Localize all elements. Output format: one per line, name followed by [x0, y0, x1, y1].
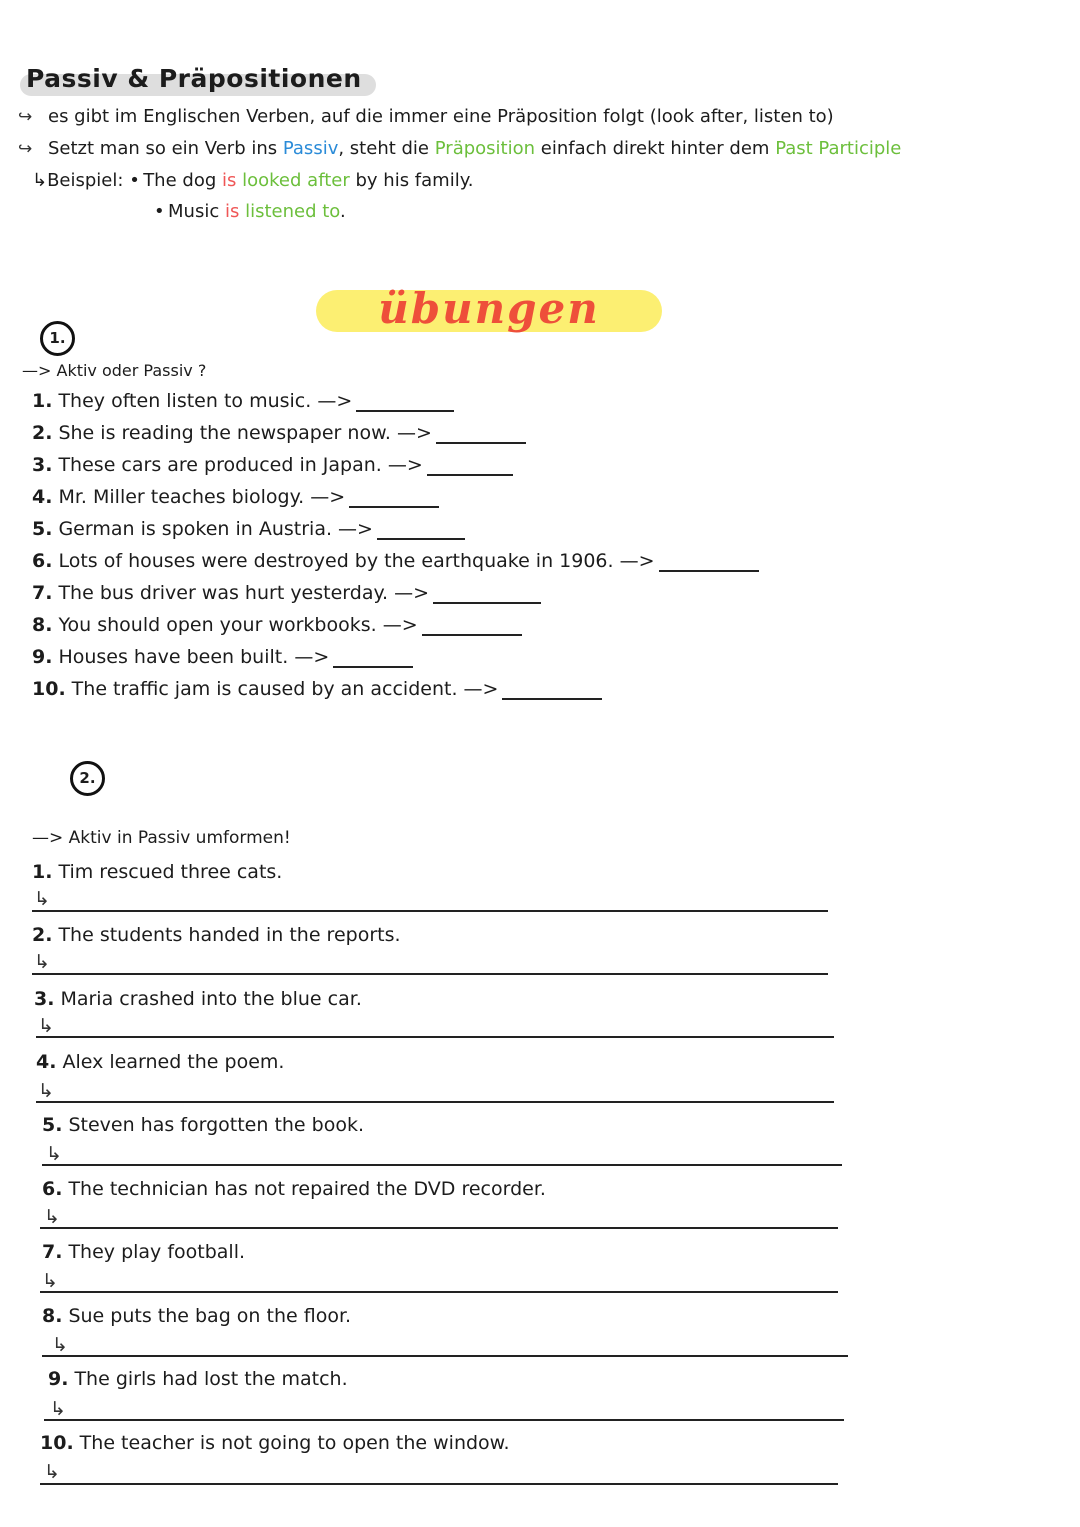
exercise-2-item	[42, 1114, 364, 1136]
example-label: ↳Beispiel:	[32, 170, 124, 191]
arrow-icon: —>	[463, 678, 499, 700]
answer-line[interactable]	[40, 1227, 838, 1229]
arrow-icon: —>	[310, 486, 346, 508]
answer-blank[interactable]	[433, 584, 541, 604]
rule-text-2c: einfach direkt hinter dem	[540, 138, 770, 159]
example-line-1	[32, 170, 474, 191]
ex2-subject: Music	[168, 201, 220, 222]
item-text: You should open your workbooks.	[58, 614, 377, 636]
answer-line[interactable]	[36, 1101, 834, 1103]
answer-blank[interactable]	[377, 520, 465, 540]
item-text: Mr. Miller teaches biology.	[58, 486, 305, 508]
item-text: German is spoken in Austria.	[58, 518, 332, 540]
arrow-icon: —>	[387, 454, 423, 476]
ex1-preposition: after	[307, 170, 350, 191]
item-text: Houses have been built.	[58, 646, 289, 668]
section-2-instruction: —> Aktiv in Passiv umformen!	[32, 828, 291, 848]
bullet-icon: •	[129, 170, 140, 191]
arrow-icon: —>	[294, 646, 330, 668]
uebungen-heading	[316, 284, 662, 333]
item-number: 7.	[42, 1241, 63, 1263]
item-text: Tim rescued three cats.	[58, 861, 283, 883]
item-number: 9.	[48, 1368, 69, 1390]
exercise-2-item	[32, 861, 282, 883]
hook-arrow-icon: ↳	[38, 1080, 54, 1102]
item-number: 8.	[32, 614, 53, 636]
example-line-2	[154, 201, 346, 222]
exercise-2-item	[32, 924, 401, 946]
section-1-instruction: —> Aktiv oder Passiv ?	[22, 361, 207, 380]
ex2-participle: listened	[245, 201, 317, 222]
hook-arrow-icon: ↳	[52, 1334, 68, 1356]
item-number: 3.	[32, 454, 53, 476]
item-text: Maria crashed into the blue car.	[60, 988, 362, 1010]
exercise-1-item	[32, 550, 759, 572]
item-number: 2.	[32, 924, 53, 946]
answer-line[interactable]	[36, 1036, 834, 1038]
answer-line[interactable]	[32, 910, 828, 912]
item-text: Alex learned the poem.	[62, 1051, 285, 1073]
term-past-participle: Past Participle	[775, 138, 902, 159]
arrow-icon: —>	[394, 582, 430, 604]
item-text: Steven has forgotten the book.	[68, 1114, 365, 1136]
rule-line-1	[18, 106, 834, 127]
curved-arrow-icon: ↪	[18, 107, 33, 127]
exercise-2-item	[34, 988, 362, 1010]
answer-blank[interactable]	[427, 456, 513, 476]
item-number: 4.	[36, 1051, 57, 1073]
item-text: The girls had lost the match.	[74, 1368, 348, 1390]
answer-blank[interactable]	[422, 616, 522, 636]
item-number: 1.	[32, 390, 53, 412]
hook-arrow-icon: ↳	[34, 888, 50, 910]
exercise-1-item	[32, 422, 526, 444]
bullet-icon: •	[154, 201, 165, 222]
item-text: They play football.	[68, 1241, 246, 1263]
hook-arrow-icon: ↳	[50, 1398, 66, 1420]
term-passiv: Passiv	[282, 138, 339, 159]
hook-arrow-icon: ↳	[44, 1461, 60, 1483]
item-text: The bus driver was hurt yesterday.	[58, 582, 389, 604]
item-number: 5.	[32, 518, 53, 540]
ex2-preposition: to	[322, 201, 340, 222]
rule-text-2b: , steht die	[338, 138, 430, 159]
item-number: 8.	[42, 1305, 63, 1327]
ex1-aux: is	[222, 170, 237, 191]
hook-arrow-icon: ↳	[38, 1015, 54, 1037]
answer-line[interactable]	[42, 1355, 848, 1357]
exercise-1-item	[32, 678, 602, 700]
exercise-2-item	[42, 1305, 351, 1327]
page-title: Passiv & Präpositionen	[26, 64, 362, 93]
rule-text-2a: Setzt man so ein Verb ins	[48, 138, 278, 159]
item-number: 6.	[32, 550, 53, 572]
title-block	[20, 64, 376, 98]
arrow-icon: —>	[619, 550, 655, 572]
item-number: 10.	[32, 678, 66, 700]
answer-line[interactable]	[32, 973, 828, 975]
rule-line-2	[18, 138, 901, 159]
exercise-1-item	[32, 454, 513, 476]
answer-blank[interactable]	[349, 488, 439, 508]
answer-line[interactable]	[42, 1164, 842, 1166]
curved-arrow-icon: ↪	[18, 139, 33, 159]
item-number: 1.	[32, 861, 53, 883]
item-text: The traffic jam is caused by an accident.	[71, 678, 458, 700]
exercise-2-item	[42, 1241, 245, 1263]
section-2-number: 2.	[70, 761, 105, 796]
ex2-rest: .	[340, 201, 346, 222]
exercise-1-item	[32, 646, 413, 668]
item-text: The students handed in the reports.	[58, 924, 401, 946]
ex1-subject: The dog	[143, 170, 217, 191]
exercise-1-item	[32, 614, 522, 636]
hook-arrow-icon: ↳	[44, 1206, 60, 1228]
item-text: The teacher is not going to open the window.	[79, 1432, 510, 1454]
answer-blank[interactable]	[333, 648, 413, 668]
item-number: 10.	[40, 1432, 74, 1454]
item-number: 3.	[34, 988, 55, 1010]
exercise-2-item	[42, 1178, 546, 1200]
answer-blank[interactable]	[356, 392, 454, 412]
ex2-aux: is	[224, 201, 240, 222]
item-text: Lots of houses were destroyed by the earthquake in 1906.	[58, 550, 614, 572]
ex1-rest: by his family.	[355, 170, 474, 191]
item-text: The technician has not repaired the DVD recorder.	[68, 1178, 546, 1200]
answer-blank[interactable]	[502, 680, 602, 700]
hook-arrow-icon: ↳	[34, 951, 50, 973]
item-number: 7.	[32, 582, 53, 604]
uebungen-title: übungen	[378, 284, 600, 333]
item-number: 5.	[42, 1114, 63, 1136]
item-text: She is reading the newspaper now.	[58, 422, 391, 444]
item-text: Sue puts the bag on the floor.	[68, 1305, 352, 1327]
exercise-2-item	[36, 1051, 284, 1073]
hook-arrow-icon: ↳	[46, 1143, 62, 1165]
item-text: They often listen to music.	[58, 390, 312, 412]
hook-arrow-icon: ↳	[42, 1270, 58, 1292]
answer-line[interactable]	[44, 1419, 844, 1421]
arrow-icon: —>	[317, 390, 353, 412]
ex1-participle: looked	[242, 170, 302, 191]
section-1-number: 1.	[40, 321, 75, 356]
exercise-2-item	[48, 1368, 348, 1390]
term-praeposition: Präposition	[434, 138, 536, 159]
exercise-1-item	[32, 390, 454, 412]
arrow-icon: —>	[382, 614, 418, 636]
arrow-icon: —>	[396, 422, 432, 444]
answer-line[interactable]	[40, 1291, 838, 1293]
item-number: 9.	[32, 646, 53, 668]
item-number: 2.	[32, 422, 53, 444]
arrow-icon: —>	[338, 518, 373, 540]
item-number: 6.	[42, 1178, 63, 1200]
rule-text-1: es gibt im Englischen Verben, auf die immer eine Präposition folgt (look after, listen to)	[48, 106, 834, 127]
item-text: These cars are produced in Japan.	[58, 454, 382, 476]
answer-blank[interactable]	[659, 552, 759, 572]
exercise-1-item	[32, 486, 439, 508]
exercise-1-item	[32, 518, 465, 540]
item-number: 4.	[32, 486, 53, 508]
answer-line[interactable]	[40, 1483, 838, 1485]
answer-blank[interactable]	[436, 424, 526, 444]
exercise-1-item	[32, 582, 541, 604]
exercise-2-item	[40, 1432, 510, 1454]
